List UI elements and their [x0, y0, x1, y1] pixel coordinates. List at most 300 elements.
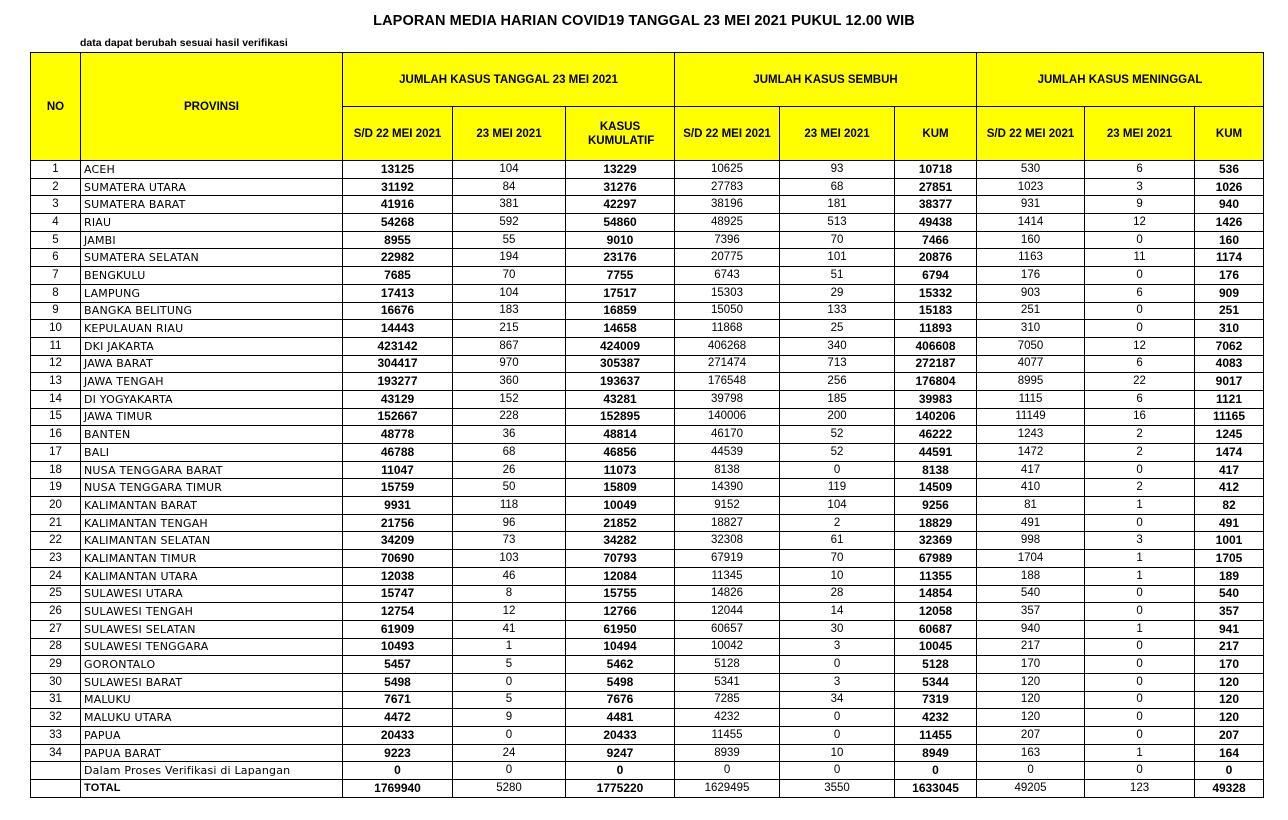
cell-sembuh-sd22: 10042 [675, 638, 780, 656]
cell-meninggal-kum: 11165 [1195, 408, 1264, 426]
table-row [31, 214, 1264, 232]
table-row [31, 567, 1264, 585]
cell-sembuh-sd22: 10625 [675, 161, 780, 179]
cell-sembuh-23mei: 30 [780, 620, 895, 638]
cell-provinsi: NUSA TENGGARA TIMUR [81, 479, 343, 497]
cell-meninggal-sd22: 7050 [977, 337, 1085, 355]
cell-meninggal-sd22: 120 [977, 709, 1085, 727]
cell-kasus-kumulatif: 10494 [566, 638, 675, 656]
header-no: NO [31, 53, 81, 161]
cell-provinsi: SULAWESI UTARA [81, 585, 343, 603]
cell-sembuh-kum: 4232 [895, 709, 977, 727]
cell-meninggal-23mei: 0 [1085, 709, 1195, 727]
cell-provinsi: NUSA TENGGARA BARAT [81, 461, 343, 479]
cell-sembuh-kum: 67989 [895, 550, 977, 568]
cell-kasus-kumulatif: 305387 [566, 355, 675, 373]
cell-kasus-sd22: 34209 [343, 532, 453, 550]
cell-kasus-sd22: 22982 [343, 249, 453, 267]
cell-kasus-kumulatif: 0 [566, 762, 675, 780]
cell-meninggal-sd22: 49205 [977, 780, 1085, 798]
cell-meninggal-23mei: 3 [1085, 178, 1195, 196]
cell-provinsi: BANTEN [81, 426, 343, 444]
cell-meninggal-kum: 417 [1195, 461, 1264, 479]
cell-kasus-sd22: 0 [343, 762, 453, 780]
cell-provinsi: JAWA TENGAH [81, 373, 343, 391]
cell-sembuh-23mei: 181 [780, 196, 895, 214]
cell-provinsi: LAMPUNG [81, 284, 343, 302]
cell-meninggal-sd22: 217 [977, 638, 1085, 656]
cell-provinsi: KALIMANTAN SELATAN [81, 532, 343, 550]
cell-meninggal-sd22: 310 [977, 320, 1085, 338]
cell-meninggal-23mei: 1 [1085, 497, 1195, 515]
cell-meninggal-kum: 49328 [1195, 780, 1264, 798]
cell-meninggal-23mei: 2 [1085, 479, 1195, 497]
cell-provinsi: BALI [81, 444, 343, 462]
cell-no: 24 [31, 567, 81, 585]
cell-provinsi: KEPULAUAN RIAU [81, 320, 343, 338]
cell-sembuh-kum: 8138 [895, 461, 977, 479]
cell-meninggal-kum: 160 [1195, 231, 1264, 249]
header-sembuh-sd22: S/D 22 MEI 2021 [675, 107, 780, 161]
table-row [31, 603, 1264, 621]
cell-no: 18 [31, 461, 81, 479]
cell-sembuh-kum: 38377 [895, 196, 977, 214]
cell-meninggal-23mei: 0 [1085, 603, 1195, 621]
cell-no: 1 [31, 161, 81, 179]
cell-sembuh-23mei: 101 [780, 249, 895, 267]
cell-kasus-23mei: 103 [453, 550, 566, 568]
cell-meninggal-23mei: 22 [1085, 373, 1195, 391]
cell-kasus-23mei: 73 [453, 532, 566, 550]
cell-sembuh-sd22: 8138 [675, 461, 780, 479]
table-row [31, 514, 1264, 532]
cell-no: 5 [31, 231, 81, 249]
cell-sembuh-kum: 8949 [895, 744, 977, 762]
cell-meninggal-sd22: 251 [977, 302, 1085, 320]
cell-meninggal-23mei: 12 [1085, 337, 1195, 355]
cell-no: 22 [31, 532, 81, 550]
header-sembuh-kum: KUM [895, 107, 977, 161]
cell-sembuh-sd22: 15050 [675, 302, 780, 320]
cell-no: 14 [31, 390, 81, 408]
cell-meninggal-23mei: 123 [1085, 780, 1195, 798]
cell-kasus-sd22: 21756 [343, 514, 453, 532]
cell-sembuh-kum: 39983 [895, 390, 977, 408]
cell-sembuh-23mei: 185 [780, 390, 895, 408]
cell-kasus-23mei: 1 [453, 638, 566, 656]
cell-kasus-kumulatif: 70793 [566, 550, 675, 568]
cell-sembuh-sd22: 38196 [675, 196, 780, 214]
cell-meninggal-kum: 1001 [1195, 532, 1264, 550]
cell-meninggal-sd22: 1414 [977, 214, 1085, 232]
cell-kasus-sd22: 43129 [343, 390, 453, 408]
cell-no: 2 [31, 178, 81, 196]
cell-sembuh-sd22: 6743 [675, 267, 780, 285]
cell-kasus-kumulatif: 424009 [566, 337, 675, 355]
cell-meninggal-kum: 82 [1195, 497, 1264, 515]
cell-provinsi: ACEH [81, 161, 343, 179]
cell-sembuh-kum: 46222 [895, 426, 977, 444]
cell-meninggal-sd22: 903 [977, 284, 1085, 302]
cell-sembuh-kum: 11355 [895, 567, 977, 585]
cell-provinsi: SULAWESI BARAT [81, 673, 343, 691]
cell-sembuh-kum: 18829 [895, 514, 977, 532]
cell-sembuh-sd22: 4232 [675, 709, 780, 727]
cell-sembuh-23mei: 29 [780, 284, 895, 302]
cell-meninggal-kum: 120 [1195, 691, 1264, 709]
cell-sembuh-23mei: 70 [780, 550, 895, 568]
cell-sembuh-kum: 14509 [895, 479, 977, 497]
cell-kasus-23mei: 9 [453, 709, 566, 727]
cell-sembuh-sd22: 140006 [675, 408, 780, 426]
cell-meninggal-sd22: 417 [977, 461, 1085, 479]
cell-meninggal-kum: 120 [1195, 673, 1264, 691]
cell-sembuh-23mei: 52 [780, 444, 895, 462]
table-row [31, 727, 1264, 745]
table-row [31, 497, 1264, 515]
cell-meninggal-23mei: 11 [1085, 249, 1195, 267]
cell-kasus-23mei: 970 [453, 355, 566, 373]
cell-sembuh-kum: 27851 [895, 178, 977, 196]
cell-provinsi: RIAU [81, 214, 343, 232]
cell-kasus-23mei: 194 [453, 249, 566, 267]
table-row [31, 390, 1264, 408]
cell-sembuh-kum: 176804 [895, 373, 977, 391]
cell-meninggal-kum: 9017 [1195, 373, 1264, 391]
cell-kasus-sd22: 61909 [343, 620, 453, 638]
cell-meninggal-sd22: 1243 [977, 426, 1085, 444]
cell-provinsi: DKI JAKARTA [81, 337, 343, 355]
cell-no: 8 [31, 284, 81, 302]
cell-kasus-23mei: 0 [453, 673, 566, 691]
cell-kasus-kumulatif: 5462 [566, 656, 675, 674]
cell-kasus-23mei: 8 [453, 585, 566, 603]
cell-no: 12 [31, 355, 81, 373]
cell-kasus-kumulatif: 12766 [566, 603, 675, 621]
cell-meninggal-23mei: 0 [1085, 461, 1195, 479]
cell-sembuh-kum: 7319 [895, 691, 977, 709]
cell-no: 32 [31, 709, 81, 727]
cell-sembuh-23mei: 104 [780, 497, 895, 515]
cell-meninggal-sd22: 163 [977, 744, 1085, 762]
cell-no [31, 762, 81, 780]
cell-meninggal-23mei: 1 [1085, 744, 1195, 762]
cell-meninggal-kum: 4083 [1195, 355, 1264, 373]
cell-provinsi: MALUKU UTARA [81, 709, 343, 727]
cell-sembuh-kum: 140206 [895, 408, 977, 426]
table-row [31, 656, 1264, 674]
cell-sembuh-sd22: 271474 [675, 355, 780, 373]
cell-sembuh-sd22: 176548 [675, 373, 780, 391]
cell-sembuh-kum: 60687 [895, 620, 977, 638]
cell-kasus-kumulatif: 7676 [566, 691, 675, 709]
cell-sembuh-23mei: 61 [780, 532, 895, 550]
cell-meninggal-kum: 941 [1195, 620, 1264, 638]
cell-kasus-sd22: 12038 [343, 567, 453, 585]
cell-meninggal-23mei: 3 [1085, 532, 1195, 550]
table-row [31, 249, 1264, 267]
cell-meninggal-kum: 540 [1195, 585, 1264, 603]
cell-meninggal-kum: 170 [1195, 656, 1264, 674]
cell-kasus-23mei: 96 [453, 514, 566, 532]
cell-sembuh-sd22: 11345 [675, 567, 780, 585]
header-meninggal-sd22: S/D 22 MEI 2021 [977, 107, 1085, 161]
cell-meninggal-sd22: 176 [977, 267, 1085, 285]
cell-sembuh-23mei: 340 [780, 337, 895, 355]
cell-meninggal-kum: 909 [1195, 284, 1264, 302]
cell-provinsi: JAMBI [81, 231, 343, 249]
table-row [31, 444, 1264, 462]
cell-no: 21 [31, 514, 81, 532]
cell-kasus-23mei: 84 [453, 178, 566, 196]
cell-meninggal-23mei: 16 [1085, 408, 1195, 426]
table-row [31, 320, 1264, 338]
cell-kasus-sd22: 5498 [343, 673, 453, 691]
cell-meninggal-kum: 0 [1195, 762, 1264, 780]
cell-provinsi: GORONTALO [81, 656, 343, 674]
cell-kasus-23mei: 228 [453, 408, 566, 426]
cell-kasus-sd22: 20433 [343, 727, 453, 745]
cell-sembuh-sd22: 14390 [675, 479, 780, 497]
cell-meninggal-kum: 189 [1195, 567, 1264, 585]
header-kasus-kumulatif: KASUS KUMULATIF [566, 107, 675, 161]
cell-sembuh-sd22: 27783 [675, 178, 780, 196]
cell-meninggal-sd22: 207 [977, 727, 1085, 745]
covid-report-table [30, 52, 1264, 798]
cell-meninggal-kum: 1245 [1195, 426, 1264, 444]
cell-sembuh-23mei: 14 [780, 603, 895, 621]
cell-kasus-kumulatif: 9010 [566, 231, 675, 249]
cell-provinsi: SUMATERA SELATAN [81, 249, 343, 267]
cell-sembuh-sd22: 18827 [675, 514, 780, 532]
cell-kasus-kumulatif: 15809 [566, 479, 675, 497]
cell-sembuh-23mei: 70 [780, 231, 895, 249]
cell-kasus-23mei: 41 [453, 620, 566, 638]
cell-meninggal-kum: 536 [1195, 161, 1264, 179]
cell-meninggal-sd22: 11149 [977, 408, 1085, 426]
cell-kasus-kumulatif: 16859 [566, 302, 675, 320]
table-row [31, 426, 1264, 444]
cell-no: 17 [31, 444, 81, 462]
cell-kasus-sd22: 9223 [343, 744, 453, 762]
table-row [31, 196, 1264, 214]
cell-kasus-sd22: 5457 [343, 656, 453, 674]
header-sembuh-23mei: 23 MEI 2021 [780, 107, 895, 161]
cell-kasus-23mei: 0 [453, 727, 566, 745]
table-row [31, 744, 1264, 762]
cell-provinsi: MALUKU [81, 691, 343, 709]
cell-meninggal-kum: 1426 [1195, 214, 1264, 232]
cell-provinsi: JAWA BARAT [81, 355, 343, 373]
cell-meninggal-kum: 7062 [1195, 337, 1264, 355]
cell-meninggal-23mei: 1 [1085, 567, 1195, 585]
cell-sembuh-kum: 0 [895, 762, 977, 780]
cell-kasus-23mei: 5 [453, 656, 566, 674]
cell-sembuh-23mei: 3550 [780, 780, 895, 798]
cell-provinsi: JAWA TIMUR [81, 408, 343, 426]
total-row [31, 780, 1264, 798]
cell-kasus-kumulatif: 13229 [566, 161, 675, 179]
cell-kasus-sd22: 7671 [343, 691, 453, 709]
cell-kasus-sd22: 152667 [343, 408, 453, 426]
table-row [31, 691, 1264, 709]
cell-meninggal-23mei: 0 [1085, 727, 1195, 745]
cell-no: 27 [31, 620, 81, 638]
cell-provinsi: TOTAL [81, 780, 343, 798]
cell-meninggal-23mei: 0 [1085, 585, 1195, 603]
cell-kasus-kumulatif: 31276 [566, 178, 675, 196]
cell-no: 15 [31, 408, 81, 426]
cell-sembuh-kum: 12058 [895, 603, 977, 621]
cell-no [31, 780, 81, 798]
cell-meninggal-sd22: 120 [977, 691, 1085, 709]
cell-meninggal-sd22: 160 [977, 231, 1085, 249]
cell-kasus-sd22: 12754 [343, 603, 453, 621]
cell-no: 6 [31, 249, 81, 267]
cell-sembuh-kum: 9256 [895, 497, 977, 515]
cell-kasus-sd22: 16676 [343, 302, 453, 320]
header-kasus-23mei: 23 MEI 2021 [453, 107, 566, 161]
cell-kasus-23mei: 5 [453, 691, 566, 709]
cell-meninggal-23mei: 9 [1085, 196, 1195, 214]
cell-sembuh-23mei: 28 [780, 585, 895, 603]
table-row [31, 479, 1264, 497]
cell-sembuh-kum: 10718 [895, 161, 977, 179]
cell-kasus-sd22: 4472 [343, 709, 453, 727]
header-meninggal-23mei: 23 MEI 2021 [1085, 107, 1195, 161]
cell-sembuh-sd22: 0 [675, 762, 780, 780]
cell-sembuh-sd22: 20775 [675, 249, 780, 267]
cell-meninggal-sd22: 540 [977, 585, 1085, 603]
cell-meninggal-sd22: 1115 [977, 390, 1085, 408]
cell-no: 34 [31, 744, 81, 762]
cell-meninggal-kum: 217 [1195, 638, 1264, 656]
cell-meninggal-kum: 357 [1195, 603, 1264, 621]
cell-kasus-23mei: 0 [453, 762, 566, 780]
cell-no: 33 [31, 727, 81, 745]
cell-kasus-23mei: 26 [453, 461, 566, 479]
table-row [31, 709, 1264, 727]
table-row [31, 161, 1264, 179]
table-row [31, 762, 1264, 780]
cell-meninggal-23mei: 0 [1085, 267, 1195, 285]
cell-kasus-23mei: 104 [453, 161, 566, 179]
cell-meninggal-23mei: 1 [1085, 620, 1195, 638]
cell-kasus-kumulatif: 5498 [566, 673, 675, 691]
cell-meninggal-sd22: 940 [977, 620, 1085, 638]
cell-kasus-kumulatif: 10049 [566, 497, 675, 515]
cell-sembuh-23mei: 133 [780, 302, 895, 320]
cell-meninggal-kum: 120 [1195, 709, 1264, 727]
table-row [31, 302, 1264, 320]
cell-kasus-23mei: 5280 [453, 780, 566, 798]
cell-sembuh-23mei: 0 [780, 656, 895, 674]
cell-kasus-23mei: 24 [453, 744, 566, 762]
cell-kasus-kumulatif: 4481 [566, 709, 675, 727]
cell-sembuh-23mei: 200 [780, 408, 895, 426]
cell-sembuh-23mei: 713 [780, 355, 895, 373]
cell-no: 13 [31, 373, 81, 391]
cell-kasus-sd22: 8955 [343, 231, 453, 249]
cell-kasus-sd22: 41916 [343, 196, 453, 214]
table-row [31, 408, 1264, 426]
cell-kasus-kumulatif: 152895 [566, 408, 675, 426]
cell-meninggal-sd22: 931 [977, 196, 1085, 214]
cell-meninggal-sd22: 120 [977, 673, 1085, 691]
cell-kasus-sd22: 9931 [343, 497, 453, 515]
cell-sembuh-kum: 11893 [895, 320, 977, 338]
cell-sembuh-23mei: 93 [780, 161, 895, 179]
cell-sembuh-sd22: 11455 [675, 727, 780, 745]
cell-meninggal-sd22: 188 [977, 567, 1085, 585]
cell-meninggal-kum: 1026 [1195, 178, 1264, 196]
cell-kasus-23mei: 70 [453, 267, 566, 285]
cell-kasus-sd22: 48778 [343, 426, 453, 444]
cell-sembuh-23mei: 52 [780, 426, 895, 444]
header-group-meninggal: JUMLAH KASUS MENINGGAL [977, 53, 1264, 107]
table-row [31, 373, 1264, 391]
cell-meninggal-23mei: 2 [1085, 444, 1195, 462]
cell-sembuh-23mei: 10 [780, 567, 895, 585]
cell-kasus-sd22: 7685 [343, 267, 453, 285]
cell-meninggal-kum: 176 [1195, 267, 1264, 285]
cell-kasus-kumulatif: 42297 [566, 196, 675, 214]
cell-sembuh-kum: 15183 [895, 302, 977, 320]
cell-no: 4 [31, 214, 81, 232]
cell-kasus-23mei: 360 [453, 373, 566, 391]
table-row [31, 585, 1264, 603]
cell-kasus-kumulatif: 23176 [566, 249, 675, 267]
cell-provinsi: SULAWESI SELATAN [81, 620, 343, 638]
cell-meninggal-sd22: 998 [977, 532, 1085, 550]
cell-meninggal-kum: 251 [1195, 302, 1264, 320]
cell-provinsi: DI YOGYAKARTA [81, 390, 343, 408]
cell-meninggal-kum: 207 [1195, 727, 1264, 745]
cell-provinsi: SULAWESI TENGGARA [81, 638, 343, 656]
header-group-kasus: JUMLAH KASUS TANGGAL 23 MEI 2021 [343, 53, 675, 107]
report-title: LAPORAN MEDIA HARIAN COVID19 TANGGAL 23 MEI 2021 PUKUL 12.00 WIB [373, 13, 915, 29]
cell-sembuh-kum: 20876 [895, 249, 977, 267]
cell-meninggal-23mei: 6 [1085, 390, 1195, 408]
cell-sembuh-23mei: 0 [780, 461, 895, 479]
cell-no: 23 [31, 550, 81, 568]
cell-meninggal-sd22: 8995 [977, 373, 1085, 391]
cell-sembuh-kum: 44591 [895, 444, 977, 462]
cell-meninggal-kum: 164 [1195, 744, 1264, 762]
cell-provinsi: SULAWESI TENGAH [81, 603, 343, 621]
cell-no: 25 [31, 585, 81, 603]
cell-sembuh-kum: 14854 [895, 585, 977, 603]
cell-sembuh-sd22: 9152 [675, 497, 780, 515]
cell-sembuh-sd22: 48925 [675, 214, 780, 232]
cell-sembuh-kum: 5344 [895, 673, 977, 691]
cell-no: 3 [31, 196, 81, 214]
cell-kasus-23mei: 867 [453, 337, 566, 355]
cell-kasus-kumulatif: 20433 [566, 727, 675, 745]
cell-kasus-kumulatif: 54860 [566, 214, 675, 232]
cell-meninggal-23mei: 0 [1085, 656, 1195, 674]
cell-sembuh-kum: 5128 [895, 656, 977, 674]
cell-kasus-kumulatif: 12084 [566, 567, 675, 585]
cell-sembuh-kum: 10045 [895, 638, 977, 656]
cell-no: 31 [31, 691, 81, 709]
table-row [31, 267, 1264, 285]
cell-meninggal-23mei: 1 [1085, 550, 1195, 568]
cell-sembuh-kum: 15332 [895, 284, 977, 302]
cell-meninggal-kum: 310 [1195, 320, 1264, 338]
table-row [31, 284, 1264, 302]
cell-no: 10 [31, 320, 81, 338]
